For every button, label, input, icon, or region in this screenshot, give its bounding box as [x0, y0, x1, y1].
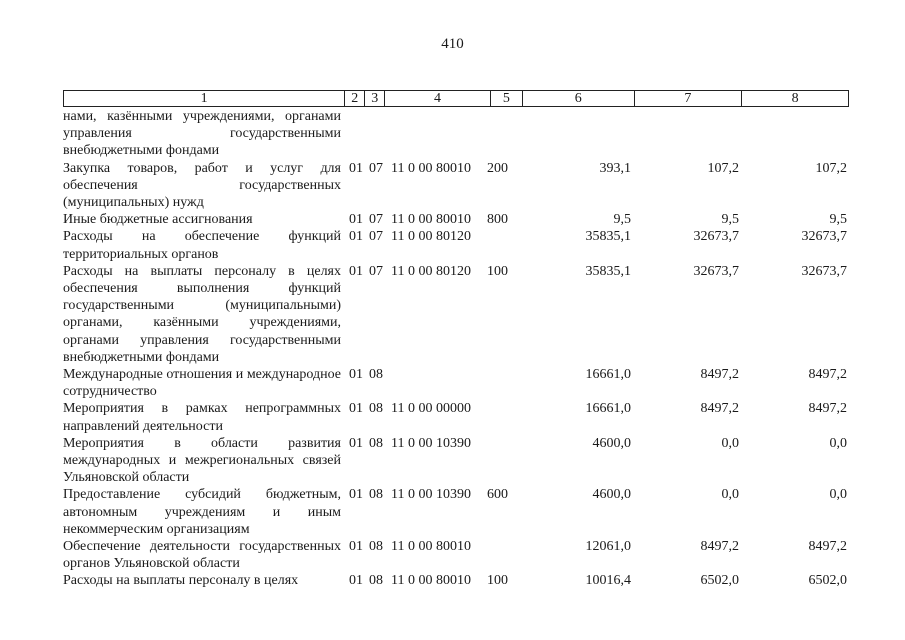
- row-amount-7: 8497,2: [700, 539, 739, 555]
- table-row: [63, 228, 849, 262]
- row-amount-8: 8497,2: [808, 539, 847, 555]
- row-section: 01: [349, 367, 363, 383]
- row-amount-6: 9,5: [613, 212, 631, 228]
- row-expense-type: 600: [487, 487, 508, 503]
- row-target-code: 11 0 00 80010: [391, 573, 471, 589]
- row-amount-6: 16661,0: [585, 367, 631, 383]
- row-subsection: 08: [369, 367, 383, 383]
- row-description: Расходы на обеспечение функций территориальных органов: [63, 229, 341, 262]
- row-section: 01: [349, 263, 363, 279]
- header-col-4: 4: [385, 91, 491, 106]
- row-expense-type: 100: [487, 573, 508, 589]
- row-amount-8: 32673,7: [801, 229, 847, 245]
- row-amount-7: 6502,0: [700, 573, 739, 589]
- header-col-2: 2: [345, 91, 365, 106]
- row-expense-type: 200: [487, 160, 508, 176]
- header-col-6: 6: [523, 91, 635, 106]
- row-subsection: 07: [369, 212, 383, 228]
- row-subsection: 08: [369, 435, 383, 451]
- row-amount-8: 6502,0: [808, 573, 847, 589]
- row-subsection: 08: [369, 539, 383, 555]
- table-row: [63, 538, 849, 572]
- header-col-3: 3: [365, 91, 385, 106]
- table-row: [63, 366, 849, 400]
- row-amount-8: 32673,7: [801, 263, 847, 279]
- row-subsection: 08: [369, 573, 383, 589]
- table-row: [63, 400, 849, 434]
- row-section: 01: [349, 160, 363, 176]
- row-amount-6: 4600,0: [592, 435, 631, 451]
- row-description: Мероприятия в рамках непрограммных направлений деятельности: [63, 401, 341, 434]
- row-section: 01: [349, 401, 363, 417]
- row-amount-7: 0,0: [721, 487, 739, 503]
- table-row: [63, 435, 849, 487]
- row-description: Предоставление субсидий бюджетным, автономным учреждениям и иным некоммерческим организациям: [63, 487, 341, 537]
- row-description: Мероприятия в области развития международных и межрегиональных связей Ульяновской области: [63, 435, 341, 486]
- row-amount-6: 16661,0: [585, 401, 631, 417]
- row-description: Иные бюджетные ассигнования: [63, 212, 253, 228]
- row-section: 01: [349, 435, 363, 451]
- row-target-code: 11 0 00 80010: [391, 160, 471, 176]
- row-amount-8: 8497,2: [808, 367, 847, 383]
- row-amount-7: 8497,2: [700, 367, 739, 383]
- row-amount-6: 35835,1: [585, 263, 631, 279]
- table-row: [63, 486, 849, 538]
- row-section: 01: [349, 539, 363, 555]
- row-amount-7: 107,2: [707, 160, 739, 176]
- header-col-5: 5: [491, 91, 523, 106]
- row-section: 01: [349, 229, 363, 245]
- row-amount-8: 0,0: [829, 435, 847, 451]
- row-target-code: 11 0 00 80010: [391, 539, 471, 555]
- row-amount-7: 32673,7: [693, 229, 739, 245]
- row-subsection: 08: [369, 487, 383, 503]
- row-amount-8: 107,2: [815, 160, 847, 176]
- row-description: Международные отношения и международное сотрудничество: [63, 367, 341, 400]
- row-section: 01: [349, 212, 363, 228]
- row-section: 01: [349, 487, 363, 503]
- row-subsection: 07: [369, 263, 383, 279]
- row-subsection: 07: [369, 160, 383, 176]
- row-description: Обеспечение деятельности государственных органов Ульяновской области: [63, 539, 341, 572]
- row-amount-7: 9,5: [721, 212, 739, 228]
- table-body: [63, 108, 849, 590]
- row-section: 01: [349, 573, 363, 589]
- table-row: [63, 211, 849, 228]
- row-amount-8: 0,0: [829, 487, 847, 503]
- row-amount-6: 35835,1: [585, 229, 631, 245]
- row-target-code: 11 0 00 10390: [391, 487, 471, 503]
- page-number: 410: [441, 36, 464, 52]
- row-subsection: 07: [369, 229, 383, 245]
- row-target-code: 11 0 00 10390: [391, 435, 471, 451]
- row-description: Закупка товаров, работ и услуг для обеспечения государственных (муниципальных) нужд: [63, 160, 341, 211]
- table-header: [63, 90, 849, 107]
- row-amount-7: 32673,7: [693, 263, 739, 279]
- row-amount-8: 9,5: [829, 212, 847, 228]
- row-amount-6: 393,1: [599, 160, 631, 176]
- row-amount-7: 8497,2: [700, 401, 739, 417]
- row-target-code: 11 0 00 00000: [391, 401, 471, 417]
- row-subsection: 08: [369, 401, 383, 417]
- row-expense-type: 100: [487, 263, 508, 279]
- header-col-1: 1: [64, 91, 345, 106]
- row-amount-6: 10016,4: [585, 573, 631, 589]
- table-row: [63, 572, 849, 589]
- row-description: нами, казёнными учреждениями, органами управления государственными внебюджетными фондами: [63, 109, 341, 159]
- table-row: [63, 263, 849, 366]
- table-row: [63, 108, 849, 160]
- row-amount-8: 8497,2: [808, 401, 847, 417]
- row-amount-6: 12061,0: [585, 539, 631, 555]
- row-description: Расходы на выплаты персоналу в целях: [63, 573, 299, 589]
- row-description: Расходы на выплаты персоналу в целях обеспечения выполнения функций государственными (муниципальными) органами, казёнными учреждениями, органами управления государственными внебюджетными фондами: [63, 263, 341, 365]
- header-col-8: 8: [791, 91, 799, 106]
- table-row: [63, 160, 849, 212]
- row-amount-7: 0,0: [721, 435, 739, 451]
- row-target-code: 11 0 00 80120: [391, 229, 471, 245]
- row-target-code: 11 0 00 80120: [391, 263, 471, 279]
- row-target-code: 11 0 00 80010: [391, 212, 471, 228]
- header-col-7: 7: [635, 91, 743, 106]
- row-expense-type: 800: [487, 212, 508, 228]
- row-amount-6: 4600,0: [592, 487, 631, 503]
